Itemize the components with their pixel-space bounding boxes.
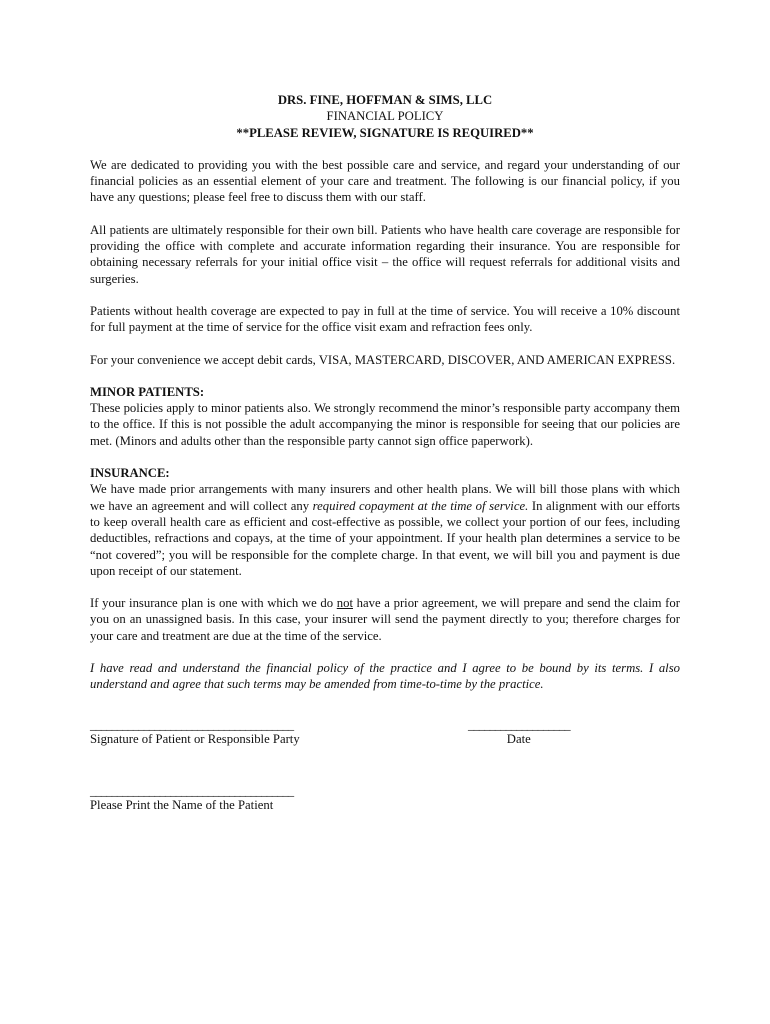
responsibility-paragraph: All patients are ultimately responsible for their own bill. Patients who have health care coverage are responsible for providing the office with complete and accurate information regarding their insurance. You are responsible for obtaining necessary referrals for your initial office visit – the office will request referrals for additional visits and surgeries. <box>90 222 680 286</box>
patient-signature-block <box>90 719 300 747</box>
unassigned-text-end: have a prior agreement, we will prepare and send the claim for you on an unassigned basis. In this case, your insurer will send the payment directly to you; therefore charges for your care and treatment are due at the time of the service. <box>90 596 680 643</box>
signature-row <box>90 719 680 759</box>
signature-required-notice: **PLEASE REVIEW, SIGNATURE IS REQUIRED** <box>236 125 534 140</box>
print-name-block <box>90 785 680 813</box>
firm-name: DRS. FINE, HOFFMAN & SIMS, LLC <box>277 93 493 107</box>
payment-methods-paragraph: For your convenience we accept debit cards, VISA, MASTERCARD, DISCOVER, AND AMERICAN EXPRESS. <box>90 352 676 367</box>
insurance-heading: INSURANCE: <box>90 466 170 481</box>
date-label: Date <box>506 731 531 746</box>
minor-patients-section <box>90 384 680 449</box>
insurance-paragraph <box>90 481 680 579</box>
insurance-text-start: We have made prior arrangements with many insurers and other health plans. We will bill those plans with which we have an agreement and will collect any <box>90 482 680 513</box>
document-title: FINANCIAL POLICY <box>326 109 444 124</box>
insurance-text-end: In alignment with our efforts to keep overall health care as efficient and cost-effective as possible, we collect your portion of our fees, including deductibles, refractions and copays, at the time of your appointment. If your health plan determines a service to be “not covered”; you will be responsible for the complete charge. In that event, we will bill you and payment is due upon receipt of our statement. <box>90 498 680 578</box>
acknowledgement-paragraph: I have read and understand the financial policy of the practice and I agree to be bound by its terms. I also understand and agree that such terms may be amended from time-to-time by the practice. <box>90 661 680 692</box>
insurance-section <box>90 465 680 579</box>
date-block <box>468 719 570 747</box>
unassigned-claim-paragraph <box>90 595 680 644</box>
copayment-emphasis: required copayment at the time of service. <box>312 498 529 513</box>
not-underlined: not <box>336 596 353 611</box>
document-header <box>90 92 680 141</box>
unassigned-text-start: If your insurance plan is one with which we do <box>90 596 337 611</box>
no-coverage-paragraph: Patients without health coverage are expected to pay in full at the time of service. You will receive a 10% discount for full payment at the time of service for the office visit exam and refraction fees only. <box>90 303 680 335</box>
minor-patients-heading: MINOR PATIENTS: <box>90 384 205 399</box>
intro-paragraph: We are dedicated to providing you with the best possible care and service, and regard your understanding of our financial policies as an essential element of your care and treatment. The following is our financial policy, if you have any questions; please feel free to discuss them with our staff. <box>90 157 680 205</box>
patient-signature-label: Signature of Patient or Responsible Party <box>90 731 300 746</box>
patient-signature-line[interactable]: ______________________________________ <box>90 717 294 732</box>
financial-policy-document <box>90 92 680 813</box>
minor-patients-paragraph: These policies apply to minor patients also. We strongly recommend the minor’s responsible party accompany them to the office. If this is not possible the adult accompanying the minor is responsible for seeing that our policies are met. (Minors and adults other than the responsible party cannot sign office paperwork). <box>90 401 680 448</box>
print-name-label: Please Print the Name of the Patient <box>90 797 274 812</box>
print-name-line[interactable]: ______________________________________ <box>90 783 294 798</box>
date-line[interactable]: ___________________ <box>468 717 570 732</box>
